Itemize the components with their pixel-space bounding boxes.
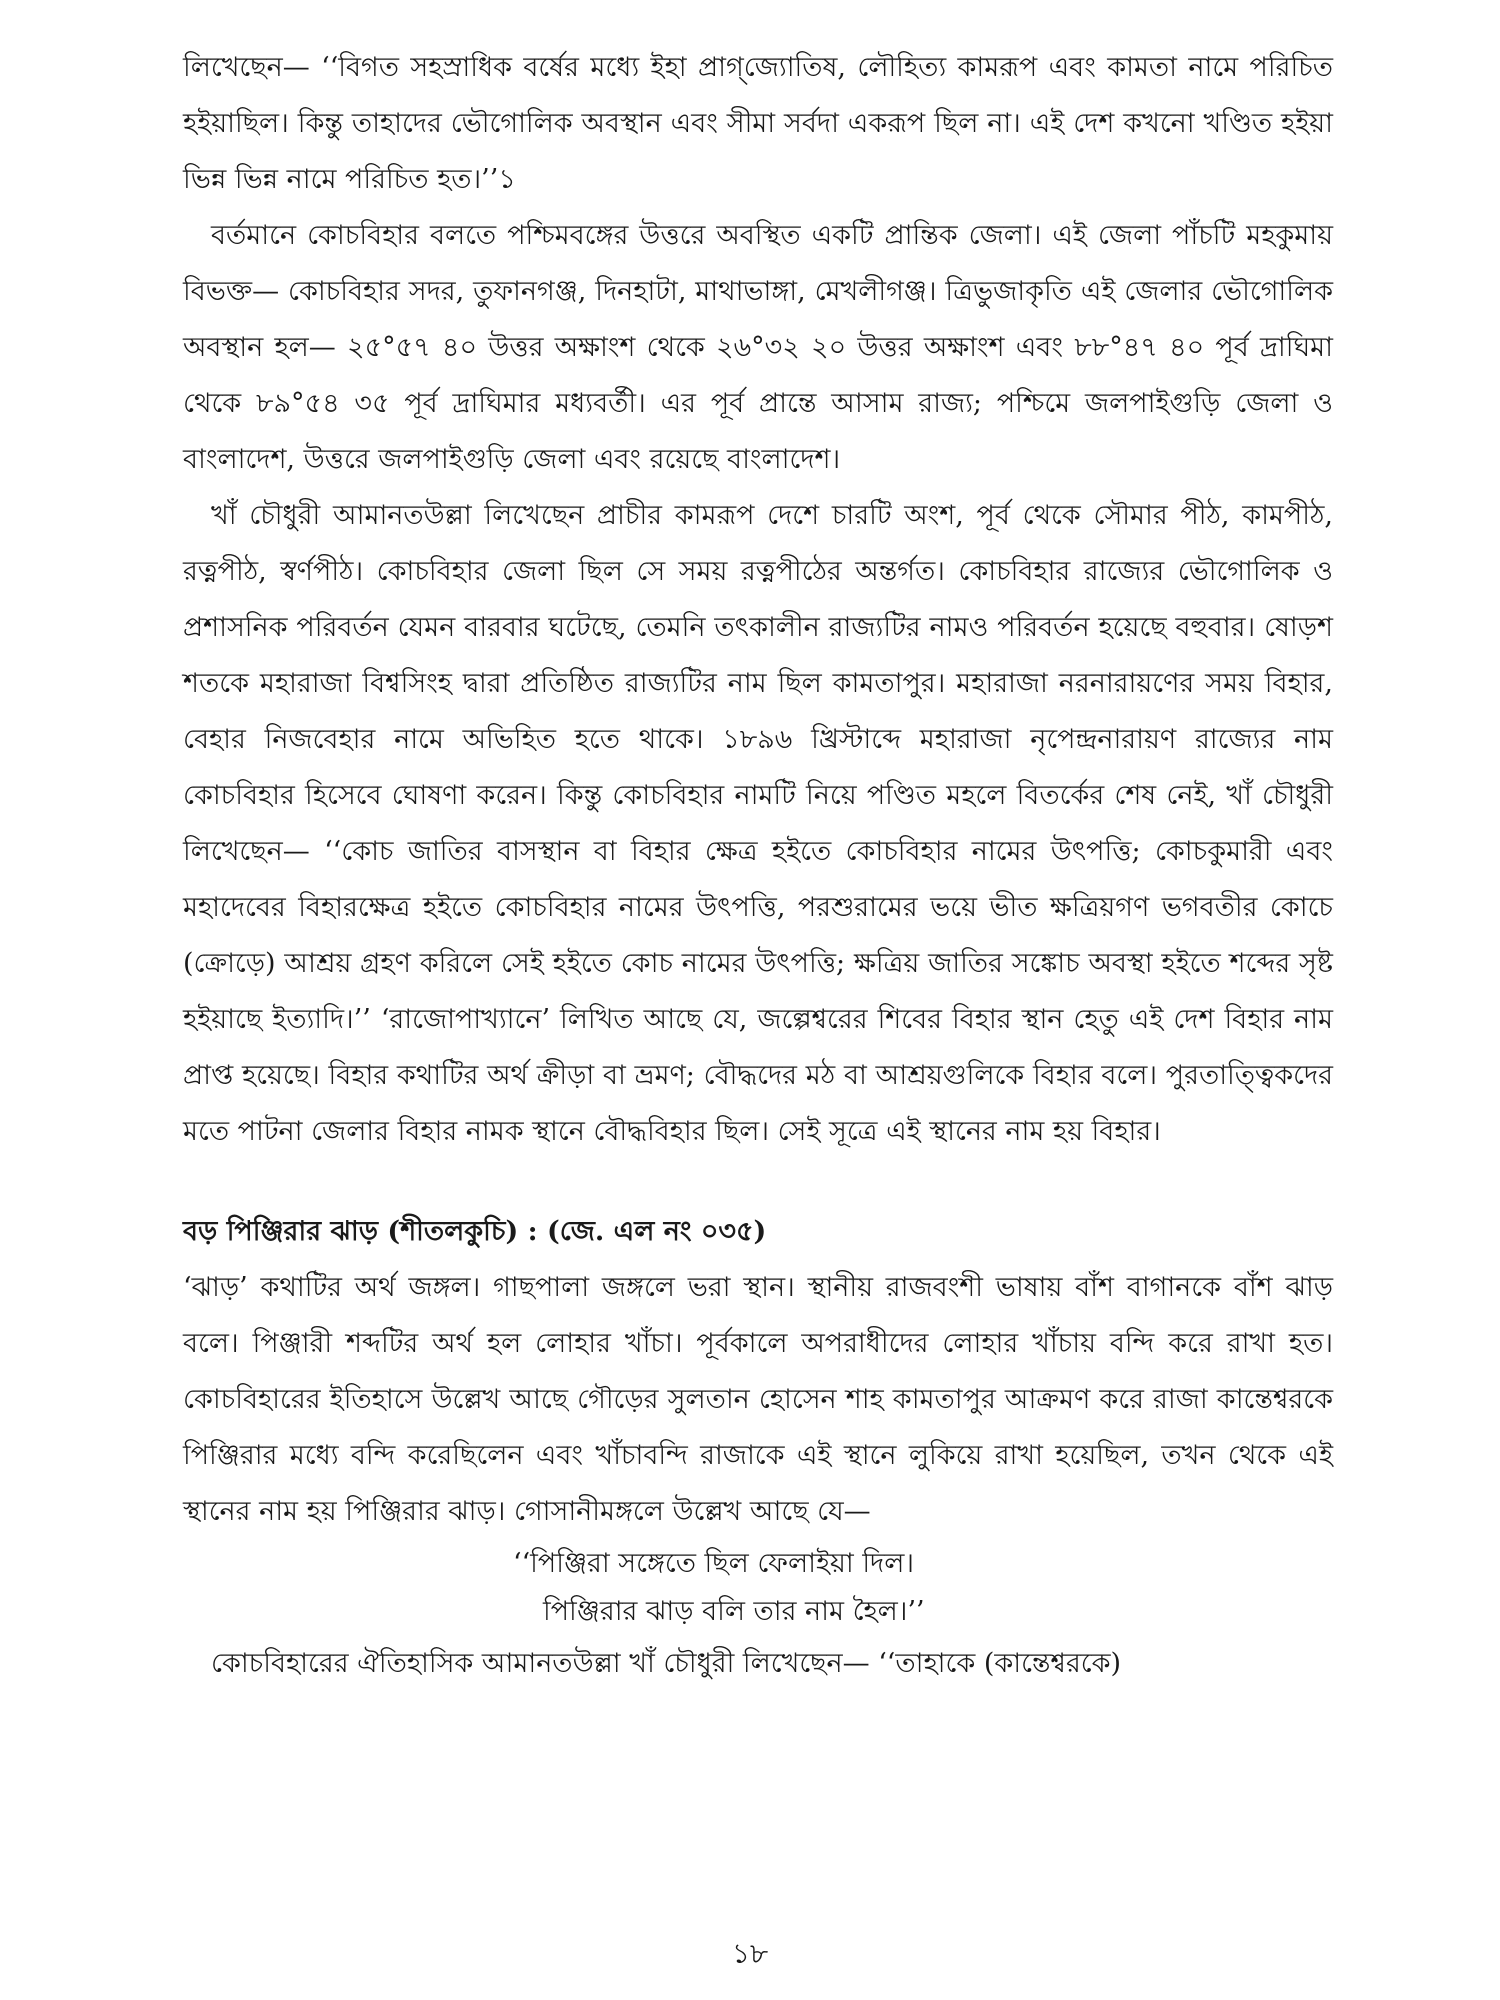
section-paragraph: ‘ঝাড়’ কথাটির অর্থ জঙ্গল। গাছপালা জঙ্গলে ভরা স্থান। স্থানীয় রাজবংশী ভাষায় বাঁশ বাগানকে বাঁশ ঝাড় বলে। পিঞ্জারী শব্দটির অর্থ হল লোহার খাঁচা। পূর্বকালে অপরাধীদের লোহার খাঁচায় বন্দি করে রাখা হত। কোচবিহারের ইতিহাসে উল্লেখ আছে গৌড়ের সুলতান হোসেন শাহ কামতাপুর আক্রমণ করে রাজা কান্তেশ্বরকে পিঞ্জিরার মধ্যে বন্দি করেছিলেন এবং খাঁচাবন্দি রাজাকে এই স্থানে লুকিয়ে রাখা হয়েছিল, তখন থেকে এই স্থানের নাম হয় পিঞ্জিরার ঝাড়। গোসানীমঙ্গলে উল্লেখ আছে যে— — [183, 1272, 1333, 1527]
document-page — [183, 40, 1333, 1692]
verse-line: পিঞ্জিরার ঝাড় বলি তার নাম হৈল।’’ — [543, 1596, 925, 1627]
body-paragraph: লিখেছেন— ‘‘বিগত সহস্রাধিক বর্ষের মধ্যে ইহা প্রাগ্‌জ্যোতিষ, লৌহিত্য কামরূপ এবং কামতা নামে পরিচিত হইয়াছিল। কিন্তু তাহাদের ভৌগোলিক অবস্থান এবং সীমা সর্বদা একরূপ ছিল না। এই দেশ কখনো খণ্ডিত হইয়া ভিন্ন ভিন্ন নামে পরিচিত হত।’’১ — [183, 52, 1333, 195]
verse-quote — [183, 1540, 1333, 1636]
body-paragraph: খাঁ চৌধুরী আমানতউল্লা লিখেছেন প্রাচীর কামরূপ দেশে চারটি অংশ, পূর্ব থেকে সৌমার পীঠ, কামপীঠ, রত্নপীঠ, স্বর্ণপীঠ। কোচবিহার জেলা ছিল সে সময় রত্নপীঠের অন্তর্গত। কোচবিহার রাজ্যের ভৌগোলিক ও প্রশাসনিক পরিবর্তন যেমন বারবার ঘটেছে, তেমনি তৎকালীন রাজ্যটির নামও পরিবর্তন হয়েছে বহুবার। ষোড়শ শতকে মহারাজা বিশ্বসিংহ দ্বারা প্রতিষ্ঠিত রাজ্যটির নাম ছিল কামতাপুর। মহারাজা নরনারায়ণের সময় বিহার, বেহার নিজবেহার নামে অভিহিত হতে থাকে। ১৮৯৬ খ্রিস্টাব্দে মহারাজা নৃপেন্দ্রনারায়ণ রাজ্যের নাম কোচবিহার হিসেবে ঘোষণা করেন। কিন্তু কোচবিহার নামটি নিয়ে পণ্ডিত মহলে বিতর্কের শেষ নেই, খাঁ চৌধুরী লিখেছেন— ‘‘কোচ জাতির বাসস্থান বা বিহার ক্ষেত্র হইতে কোচবিহার নামের উৎপত্তি; কোচকুমারী এবং মহাদেবের বিহারক্ষেত্র হইতে কোচবিহার নামের উৎপত্তি, পরশুরামের ভয়ে ভীত ক্ষত্রিয়গণ ভগবতীর কোচে (ক্রোড়ে) আশ্রয় গ্রহণ করিলে সেই হইতে কোচ নামের উৎপত্তি; ক্ষত্রিয় জাতির সঙ্কোচ অবস্থা হইতে শব্দের সৃষ্ট হইয়াছে ইত্যাদি।’’ ‘রাজোপাখ্যানে’ লিখিত আছে যে, জল্পেশ্বরের শিবের বিহার স্থান হেতু এই দেশ বিহার নাম প্রাপ্ত হয়েছে। বিহার কথাটির অর্থ ক্রীড়া বা ভ্রমণ; বৌদ্ধদের মঠ বা আশ্রয়গুলিকে বিহার বলে। পুরতাত্ত্বিকদের মতে পাটনা জেলার বিহার নামক স্থানে বৌদ্ধবিহার ছিল। সেই সূত্রে এই স্থানের নাম হয় বিহার। — [183, 500, 1333, 1147]
verse-line: ‘‘পিঞ্জিরা সঙ্গেতে ছিল ফেলাইয়া দিল। — [513, 1548, 915, 1579]
closing-paragraph: কোচবিহারের ঐতিহাসিক আমানতউল্লা খাঁ চৌধুরী লিখেছেন— ‘‘তাহাকে (কান্তেশ্বরকে) — [211, 1648, 1122, 1679]
section-heading: বড় পিঞ্জিরার ঝাড় (শীতলকুচি) : (জে. এল নং ০৩৫) — [183, 1216, 767, 1247]
body-paragraph: বর্তমানে কোচবিহার বলতে পশ্চিমবঙ্গের উত্তরে অবস্থিত একটি প্রান্তিক জেলা। এই জেলা পাঁচটি মহকুমায় বিভক্ত— কোচবিহার সদর, তুফানগঞ্জ, দিনহাটা, মাথাভাঙ্গা, মেখলীগঞ্জ। ত্রিভুজাকৃতি এই জেলার ভৌগোলিক অবস্থান হল— ২৫°৫৭ ৪০ উত্তর অক্ষাংশ থেকে ২৬°৩২ ২০ উত্তর অক্ষাংশ এবং ৮৮°৪৭ ৪০ পূর্ব দ্রাঘিমা থেকে ৮৯°৫৪ ৩৫ পূর্ব দ্রাঘিমার মধ্যবর্তী। এর পূর্ব প্রান্তে আসাম রাজ্য; পশ্চিমে জলপাইগুড়ি জেলা ও বাংলাদেশ, উত্তরে জলপাইগুড়ি জেলা এবং রয়েছে বাংলাদেশ। — [183, 220, 1333, 475]
page-number: ১৮ — [731, 1937, 769, 1970]
